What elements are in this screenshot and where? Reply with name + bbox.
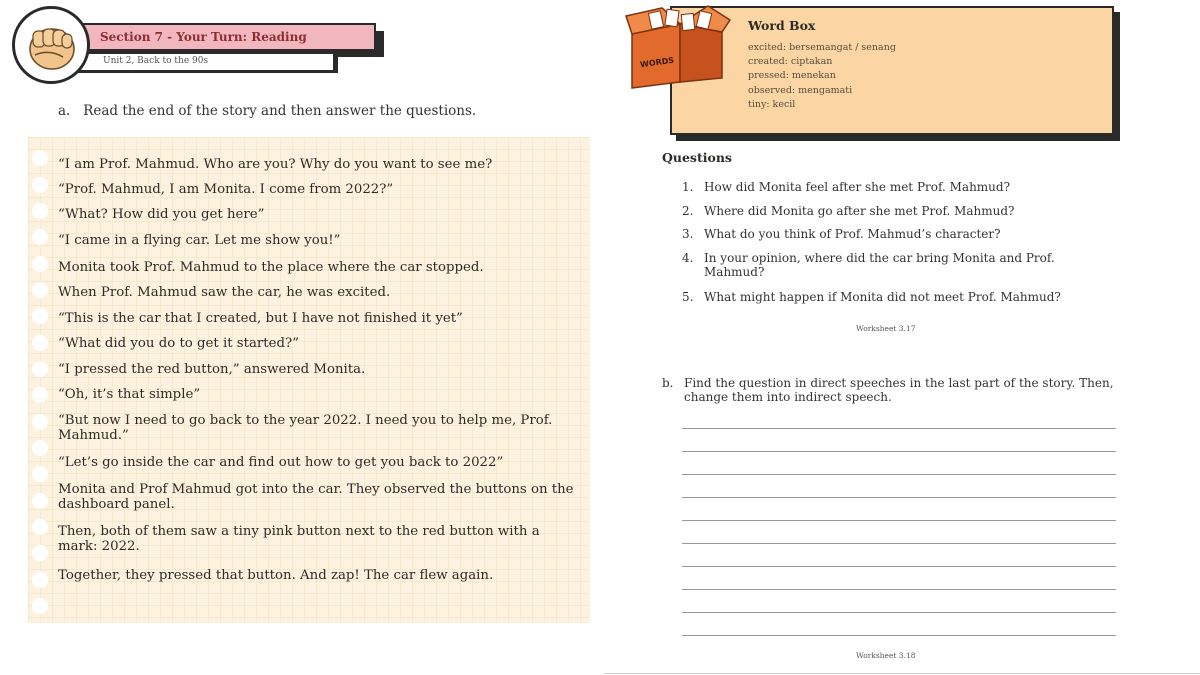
question-number: 4. — [682, 251, 694, 265]
bullet-dot — [32, 361, 48, 377]
bullet-dot — [32, 229, 48, 245]
bullet-dot — [32, 572, 48, 588]
unit-label: Unit 2, Back to the 90s — [62, 53, 334, 71]
worksheet-label: Worksheet 3.17 — [856, 324, 916, 333]
answer-line[interactable] — [682, 566, 1116, 567]
story-line: Monita and Prof Mahmud got into the car. They observed the buttons on the dashboard panel. — [58, 482, 574, 512]
story-line: “I pressed the red button,” answered Monita. — [58, 362, 366, 377]
question-text: What might happen if Monita did not meet Prof. Mahmud? — [704, 290, 1061, 304]
question-text: How did Monita feel after she met Prof. Mahmud? — [704, 180, 1011, 194]
answer-line[interactable] — [682, 543, 1116, 544]
bullet-dot — [32, 493, 48, 509]
instruction-text: Read the end of the story and then answer the questions. — [83, 103, 477, 119]
part-b-instruction: Find the question in direct speeches in the last part of the story. Then, change them into indirect speech. — [684, 376, 1114, 404]
question-number: 3. — [682, 227, 694, 241]
answer-line[interactable] — [682, 520, 1116, 521]
word-box-title: Word Box — [748, 18, 816, 33]
story-line: Then, both of them saw a tiny pink button next to the red button with a mark: 2022. — [58, 524, 540, 554]
instruction-letter: a. — [58, 103, 71, 119]
bullet-dot — [32, 440, 48, 456]
bullet-dot — [32, 519, 48, 535]
story-line: “I came in a flying car. Let me show you!” — [58, 233, 341, 248]
bullet-dot — [32, 177, 48, 193]
question-text: Where did Monita go after she met Prof. Mahmud? — [704, 204, 1015, 218]
story-line: Together, they pressed that button. And zap! The car flew again. — [58, 568, 494, 583]
story-line: “Let’s go inside the car and find out how to get you back to 2022” — [58, 455, 504, 470]
word-entry: tiny: kecil — [748, 99, 796, 110]
answer-line[interactable] — [682, 428, 1116, 429]
bullet-dot — [32, 414, 48, 430]
bullet-dot — [32, 466, 48, 482]
word-entry: created: ciptakan — [748, 56, 833, 67]
question-number: 1. — [682, 180, 694, 194]
word-entry: excited: bersemangat / senang — [748, 42, 896, 53]
story-line: “Prof. Mahmud, I am Monita. I come from 2022?” — [58, 182, 394, 197]
word-crate-icon — [622, 2, 734, 92]
section-title: Section 7 - Your Turn: Reading — [62, 23, 376, 51]
question-number: 2. — [682, 204, 694, 218]
story-line: “But now I need to go back to the year 2022. I need you to help me, Prof. Mahmud.” — [58, 413, 553, 443]
story-line: “This is the car that I created, but I have not finished it yet” — [58, 311, 463, 326]
bullet-dot — [32, 282, 48, 298]
part-b-letter: b. — [662, 376, 674, 390]
question-number: 5. — [682, 290, 694, 304]
bullet-dot — [32, 203, 48, 219]
answer-line[interactable] — [682, 451, 1116, 452]
story-line: “What? How did you get here” — [58, 207, 265, 222]
bullet-dot — [32, 150, 48, 166]
story-line: “Oh, it’s that simple” — [58, 387, 201, 402]
answer-line[interactable] — [682, 497, 1116, 498]
story-line: “I am Prof. Mahmud. Who are you? Why do you want to see me? — [58, 157, 493, 172]
word-entry: pressed: menekan — [748, 70, 836, 81]
answer-line[interactable] — [682, 589, 1116, 590]
bullet-dot — [32, 256, 48, 272]
questions-heading: Questions — [662, 150, 732, 165]
fist-icon — [12, 6, 90, 84]
answer-line[interactable] — [682, 635, 1116, 636]
bullet-dot — [32, 308, 48, 324]
bullet-dot — [32, 335, 48, 351]
answer-line[interactable] — [682, 612, 1116, 613]
story-line: When Prof. Mahmud saw the car, he was excited. — [58, 285, 391, 300]
story-line: Monita took Prof. Mahmud to the place where the car stopped. — [58, 260, 484, 275]
bullet-dot — [32, 545, 48, 561]
page-divider — [604, 673, 1200, 674]
bullet-dot — [32, 598, 48, 614]
answer-line[interactable] — [682, 474, 1116, 475]
word-entry: observed: mengamati — [748, 85, 853, 96]
question-text: In your opinion, where did the car bring Monita and Prof. Mahmud? — [704, 251, 1055, 279]
story-line: “What did you do to get it started?” — [58, 336, 299, 351]
word-box — [670, 6, 1114, 135]
instruction-a — [58, 103, 476, 119]
crate-label: WORDS — [639, 55, 675, 70]
question-text: What do you think of Prof. Mahmud’s character? — [704, 227, 1001, 241]
worksheet-label: Worksheet 3.18 — [856, 651, 916, 660]
bullet-dot — [32, 387, 48, 403]
